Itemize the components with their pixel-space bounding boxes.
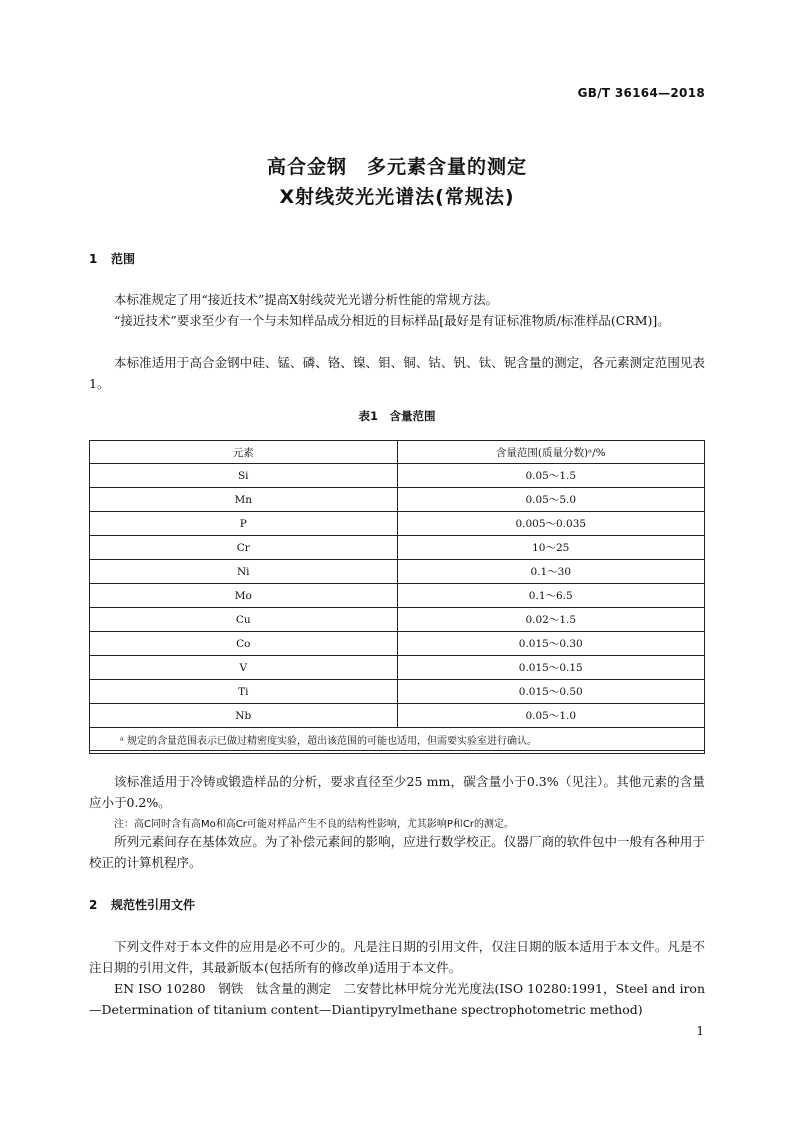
document-title-line2: X射线荧光光谱法(常规法)	[279, 186, 515, 208]
table-cell-element: Nb	[90, 704, 398, 728]
table-cell-element: Ni	[90, 560, 398, 584]
table-footnote: ᵃ 规定的含量范围表示已做过精密度实验，超出该范围的可能也适用，但需要实验室进行确认。	[90, 728, 705, 751]
table-cell-range: 0.05～1.5	[397, 464, 705, 488]
table-cell-element: V	[90, 656, 398, 680]
table-cell-range: 10～25	[397, 536, 705, 560]
section-1-paragraph-2: “接近技术”要求至少有一个与未知样品成分相近的目标样品[最好是有证标准物质/标准样品(CRM)]。	[114, 313, 670, 328]
table-row	[90, 488, 705, 512]
table-cell-element: Mo	[90, 584, 398, 608]
table-cell-range: 0.02～1.5	[397, 608, 705, 632]
section-2-heading	[89, 896, 195, 913]
section-1-paragraph-5: 所列元素间存在基体效应。为了补偿元素间的影响，应进行数学校正。仪器厂商的软件包中一般有各种用于校正的计算机程序。	[89, 834, 705, 870]
section-2-paragraph-1: 下列文件对于本文件的应用是必不可少的。凡是注日期的引用文件，仅注日期的版本适用于本文件。凡是不注日期的引用文件，其最新版本(包括所有的修改单)适用于本文件。	[89, 939, 705, 975]
table-footnote-row	[90, 728, 705, 751]
section-2-title: 规范性引用文件	[111, 898, 196, 912]
section-1-paragraph-1: 本标准规定了用“接近技术”提高X射线荧光光谱分析性能的常规方法。	[114, 292, 499, 307]
table-cell-element: Ti	[90, 680, 398, 704]
table-caption: 表1 含量范围	[358, 409, 436, 423]
table-cell-range: 0.05～5.0	[397, 488, 705, 512]
table-cell-element: P	[90, 512, 398, 536]
table-cell-element: Si	[90, 464, 398, 488]
table-row	[90, 584, 705, 608]
table-cell-range: 0.05～1.0	[397, 704, 705, 728]
table-row	[90, 704, 705, 728]
table-cell-element: Cu	[90, 608, 398, 632]
table-cell-range: 0.015～0.30	[397, 632, 705, 656]
table-cell-range: 0.1～6.5	[397, 584, 705, 608]
table-row	[90, 680, 705, 704]
content-range-table	[89, 440, 705, 751]
table-row	[90, 536, 705, 560]
table-cell-range: 0.015～0.50	[397, 680, 705, 704]
document-title-line1: 高合金钢 多元素含量的测定	[266, 156, 527, 178]
table-row	[90, 464, 705, 488]
section-1-note: 注：高C同时含有高Mo和高Cr可能对样品产生不良的结构性影响，尤其影响P和Cr的测定。	[114, 819, 514, 830]
table-cell-element: Cr	[90, 536, 398, 560]
section-1-title: 范围	[111, 252, 136, 266]
table-row	[90, 560, 705, 584]
section-2-number: 2	[89, 898, 98, 912]
table-cell-element: Mn	[90, 488, 398, 512]
section-2-reference: EN ISO 10280 钢铁 钛含量的测定 二安替比林甲烷分光光度法(ISO 10280:1991，Steel and iron—Determination of titanium content—Diantipyrylmethane spectrophotometric method)	[89, 981, 705, 1017]
table-row	[90, 632, 705, 656]
table-row	[90, 512, 705, 536]
table-cell-element: Co	[90, 632, 398, 656]
section-1-number: 1	[89, 252, 98, 266]
table-row	[90, 608, 705, 632]
standard-code: GB/T 36164—2018	[577, 86, 705, 100]
section-1-heading	[89, 250, 135, 267]
page-number: 1	[696, 1024, 704, 1038]
table-header-element: 元素	[90, 441, 398, 464]
section-1-paragraph-4: 该标准适用于冷铸或锻造样品的分析，要求直径至少25 mm，碳含量小于0.3%（见注）。其他元素的含量应小于0.2%。	[89, 774, 705, 810]
table-header-row	[90, 441, 705, 464]
table-cell-range: 0.005～0.035	[397, 512, 705, 536]
table-cell-range: 0.015～0.15	[397, 656, 705, 680]
table-cell-range: 0.1～30	[397, 560, 705, 584]
table-header-range: 含量范围(质量分数)ᵃ/%	[397, 441, 705, 464]
table-row	[90, 656, 705, 680]
section-1-paragraph-3: 本标准适用于高合金钢中硅、锰、磷、铬、镍、钼、铜、钴、钒、钛、铌含量的测定，各元素测定范围见表1。	[89, 355, 705, 391]
